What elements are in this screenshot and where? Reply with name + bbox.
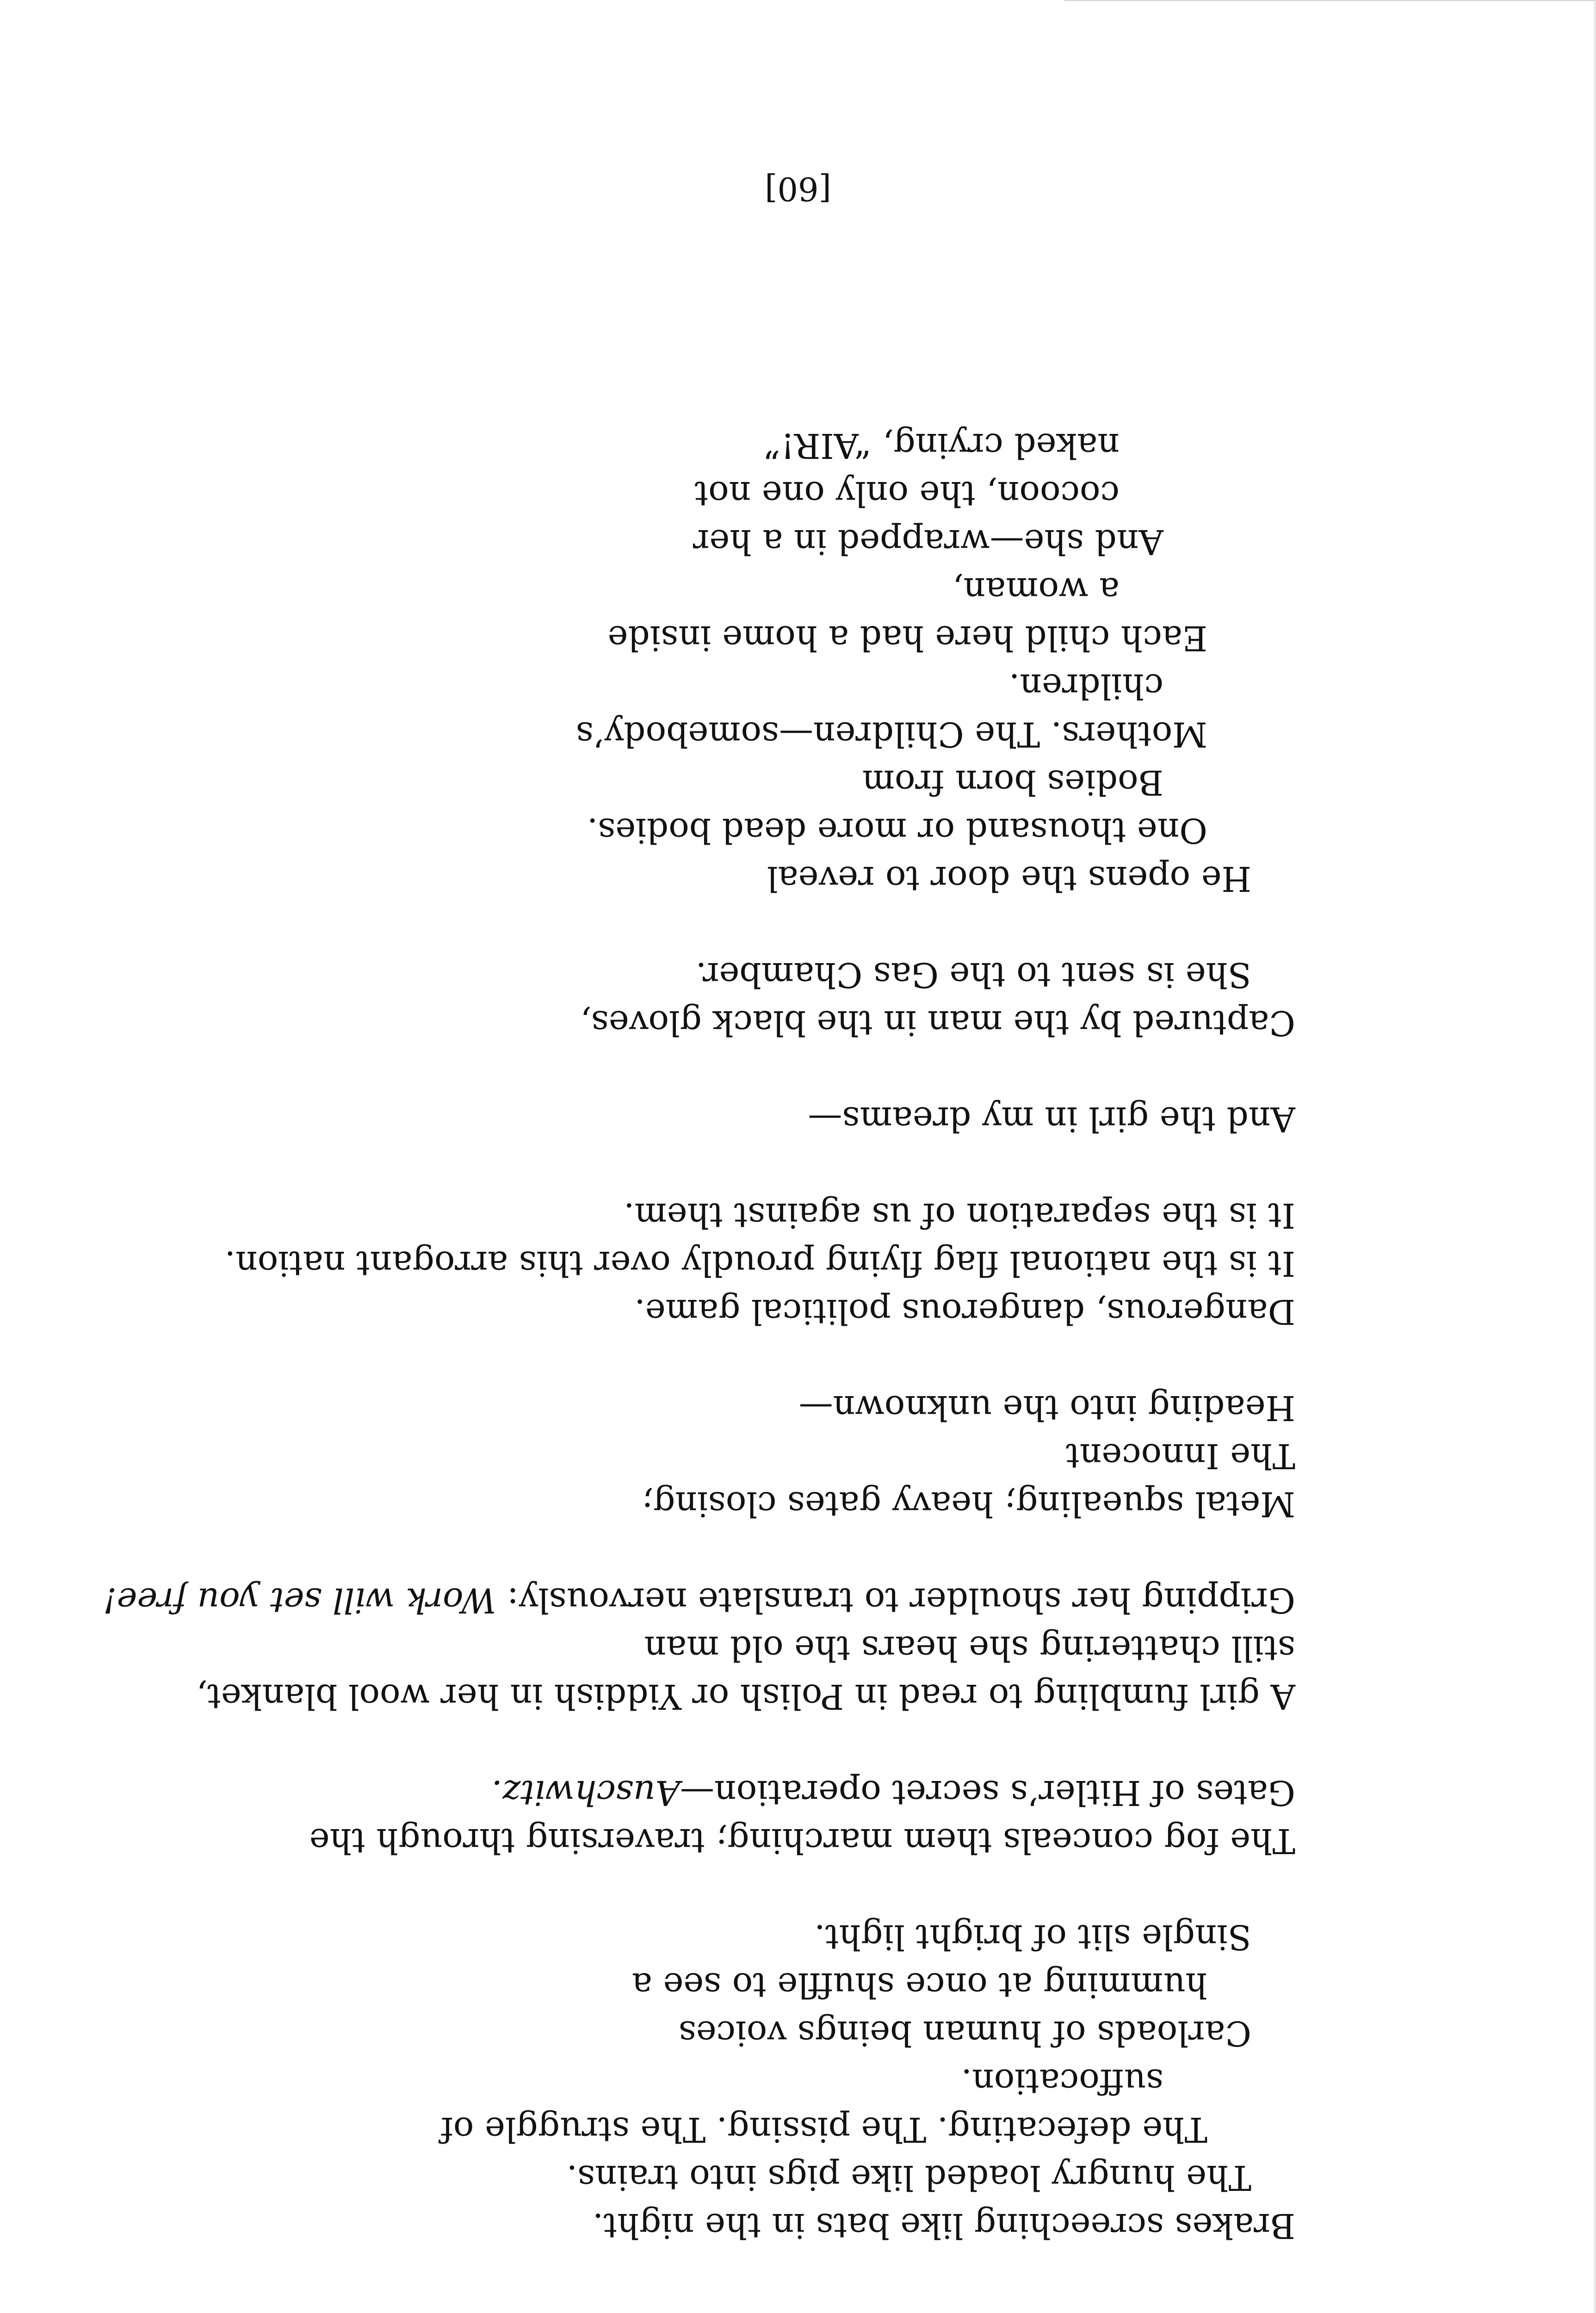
poem-line: suffocation. <box>961 2061 1163 2101</box>
poem-line: A girl fumbling to read in Polish or Yiddish in her wool blanket, <box>196 1676 1295 1716</box>
page-number: [60] <box>765 170 831 208</box>
poem-line: And she—wrapped in a her <box>693 522 1163 562</box>
poem-line: It is the separation of us against them. <box>624 1195 1295 1235</box>
poem-line: Heading into the unknown— <box>798 1388 1295 1428</box>
stanza-1 <box>46 1913 1295 2250</box>
stanza-gap <box>46 1047 1295 1095</box>
poem-line: One thousand or more dead bodies. <box>587 810 1207 850</box>
poem-line: It is the national flag flying proudly over this arrogant nation. <box>224 1243 1295 1283</box>
poem-line: naked crying, “AIR!” <box>763 426 1120 465</box>
poem-body <box>46 421 1295 2250</box>
poem-line: still chattering she hears the old man <box>644 1628 1295 1668</box>
poem-line: Captured by the man in the black gloves, <box>580 1003 1295 1043</box>
stanza-6 <box>46 1095 1295 1143</box>
poem-line: Dangerous, dangerous political game. <box>634 1292 1295 1331</box>
poem-line: humming at once shuffle to see a <box>631 1965 1207 2005</box>
stanza-gap <box>46 903 1295 951</box>
stanza-7 <box>46 951 1295 1047</box>
poem-line: Bodies born from <box>862 762 1163 802</box>
poem-line: Single slit of bright light. <box>814 1917 1251 1957</box>
poem-line: Carloads of human beings voices <box>678 2013 1251 2053</box>
stanza-2 <box>46 1769 1295 1865</box>
italic-place-name: Auschwitz. <box>491 1773 680 1812</box>
stanza-gap <box>46 1528 1295 1576</box>
stanza-3 <box>46 1576 1295 1720</box>
poem-line: Mothers. The Children—somebody’s <box>575 714 1207 754</box>
poem-line: a woman, <box>952 570 1120 610</box>
poem-line <box>46 1769 1295 1817</box>
poem-line: The fog conceals them marching; traversing through the <box>309 1821 1295 1861</box>
poem-line: And the girl in my dreams— <box>808 1099 1295 1139</box>
poem-line: He opens the door to reveal <box>767 859 1251 898</box>
stanza-8 <box>46 421 1295 903</box>
poem-line: children. <box>1008 666 1163 706</box>
italic-quote: Work will set you free! <box>103 1580 496 1620</box>
poem-line: Metal squealing; heavy gates closing; <box>642 1484 1295 1524</box>
poem-line <box>46 1576 1295 1624</box>
poem-line: The Innocent <box>1065 1436 1295 1476</box>
stanza-gap <box>46 1720 1295 1769</box>
poem-line-text: Gripping her shoulder to translate nervously: <box>496 1580 1295 1620</box>
poem-line: The hungry loaded like pigs into trains. <box>566 2158 1251 2197</box>
stanza-5 <box>46 1191 1295 1336</box>
poem-line-text: Gates of Hitler’s secret operation— <box>680 1773 1295 1812</box>
poem-line: cocoon, the only one not <box>694 474 1120 513</box>
poem-line: Brakes screeching like bats in the night. <box>592 2206 1295 2245</box>
stanza-gap <box>46 1336 1295 1384</box>
stanza-4 <box>46 1384 1295 1528</box>
poem-line: Each child here had a home inside <box>607 618 1207 658</box>
poem-line: The defecating. The pissing. The struggle of <box>440 2109 1207 2149</box>
stanza-gap <box>46 1865 1295 1913</box>
poem-line: She is sent to the Gas Chamber. <box>695 955 1251 995</box>
stanza-gap <box>46 1143 1295 1191</box>
